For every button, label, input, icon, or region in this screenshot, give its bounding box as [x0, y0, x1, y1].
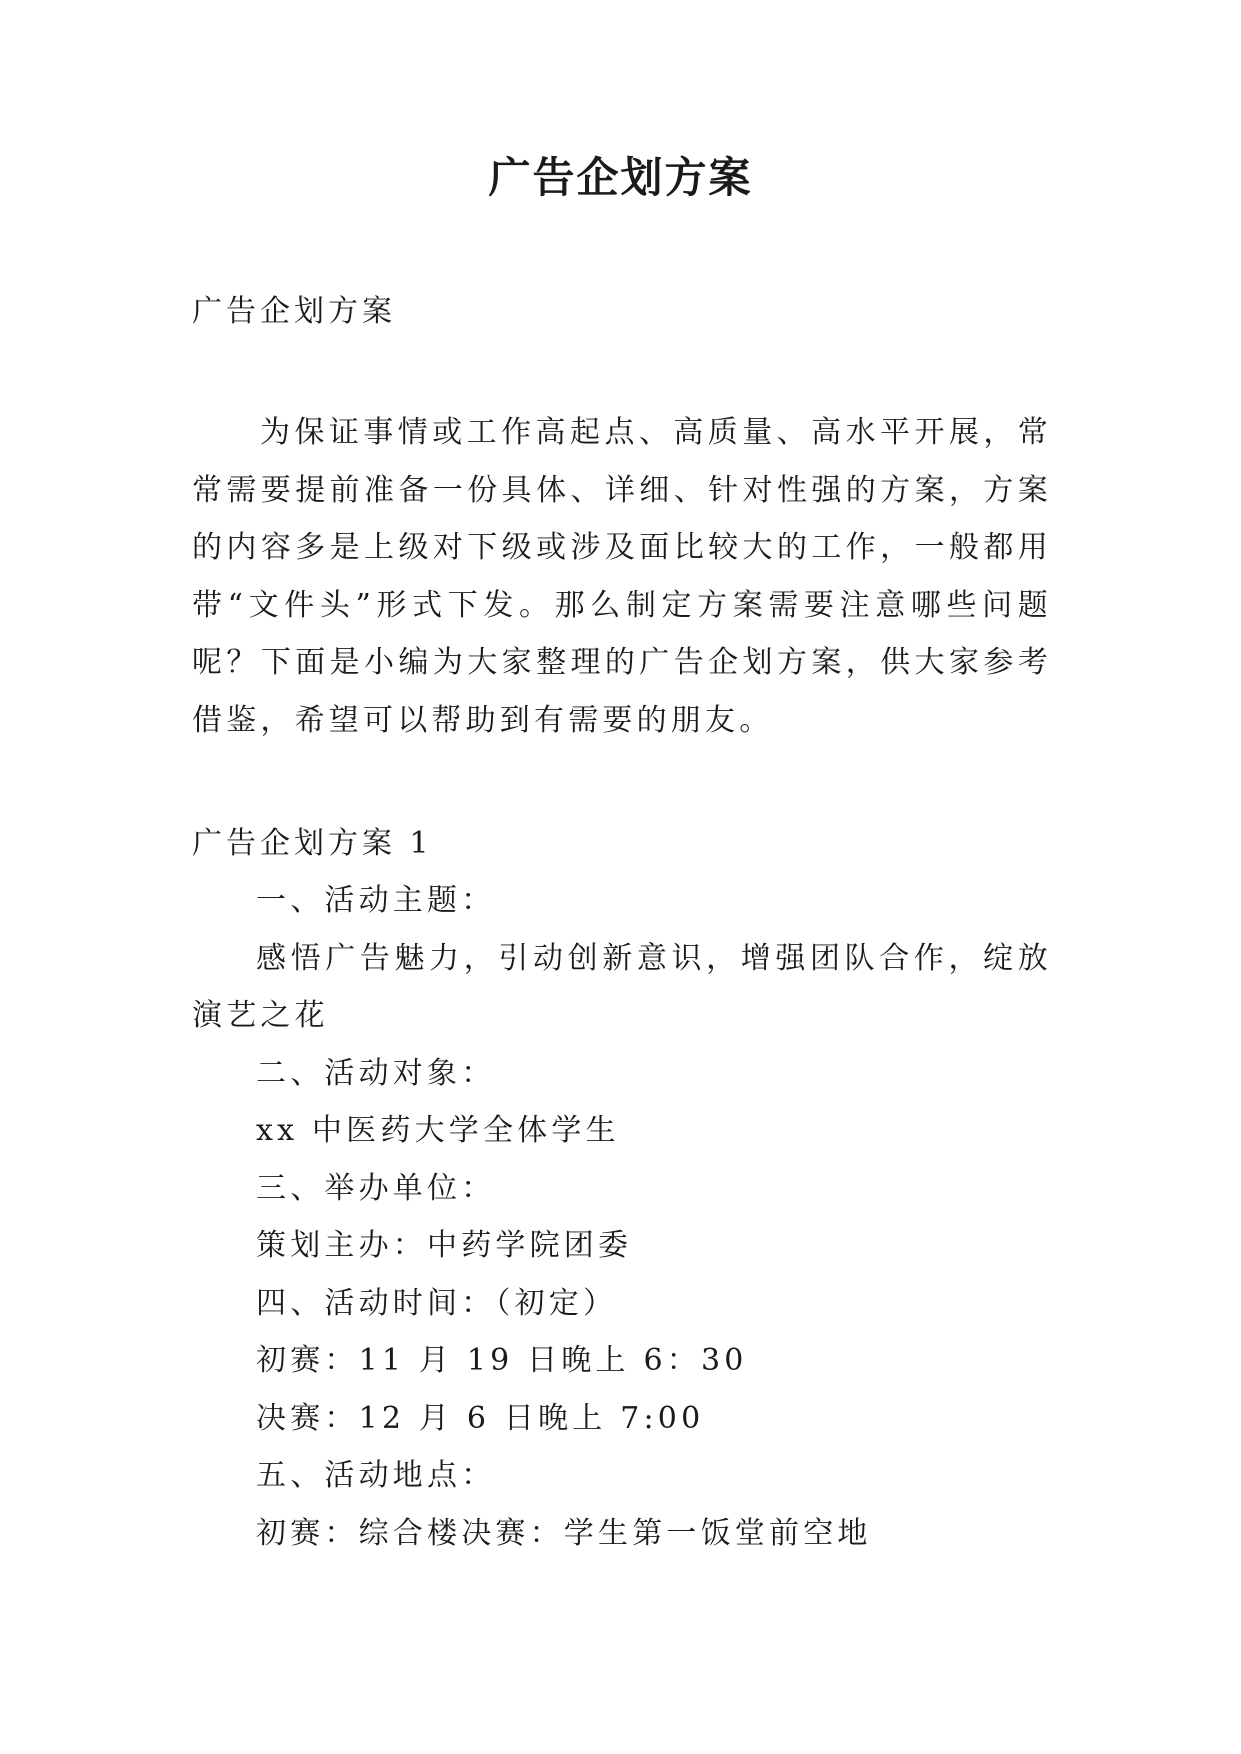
- organizer-heading: 三、举办单位：: [256, 1170, 496, 1206]
- time-heading: 四、活动时间：（初定）: [256, 1285, 618, 1321]
- document-subtitle: 广告企划方案: [192, 294, 396, 329]
- audience-text: xx 中医药大学全体学生: [256, 1113, 620, 1148]
- location-text: 初赛：综合楼决赛：学生第一饭堂前空地: [256, 1515, 872, 1551]
- theme-text: 感悟广告魅力，引动创新意识，增强团队合作，绽放演艺之花: [192, 940, 1052, 1033]
- section-body: [192, 872, 1052, 1562]
- document-title: 广告企划方案: [488, 153, 753, 202]
- section-heading: 广告企划方案 1: [192, 826, 433, 861]
- audience-heading: 二、活动对象：: [256, 1055, 496, 1091]
- organizer-text: 策划主办：中药学院团委: [256, 1228, 633, 1263]
- theme-heading: 一、活动主题：: [256, 883, 496, 918]
- preliminary-time: 初赛：11 月 19 日晚上 6：30: [256, 1343, 748, 1378]
- intro-paragraph: 为保证事情或工作高起点、高质量、高水平开展，常常需要提前准备一份具体、详细、针对性强的方案，方案的内容多是上级对下级或涉及面比较大的工作，一般都用带“文件头”形式下发。那么制定方案需要注意哪些问题呢？下面是小编为大家整理的广告企划方案，供大家参考借鉴，希望可以帮助到有需要的朋友。: [192, 415, 1052, 738]
- final-time: 决赛：12 月 6 日晚上 7:00: [256, 1400, 705, 1436]
- location-heading: 五、活动地点：: [256, 1458, 496, 1493]
